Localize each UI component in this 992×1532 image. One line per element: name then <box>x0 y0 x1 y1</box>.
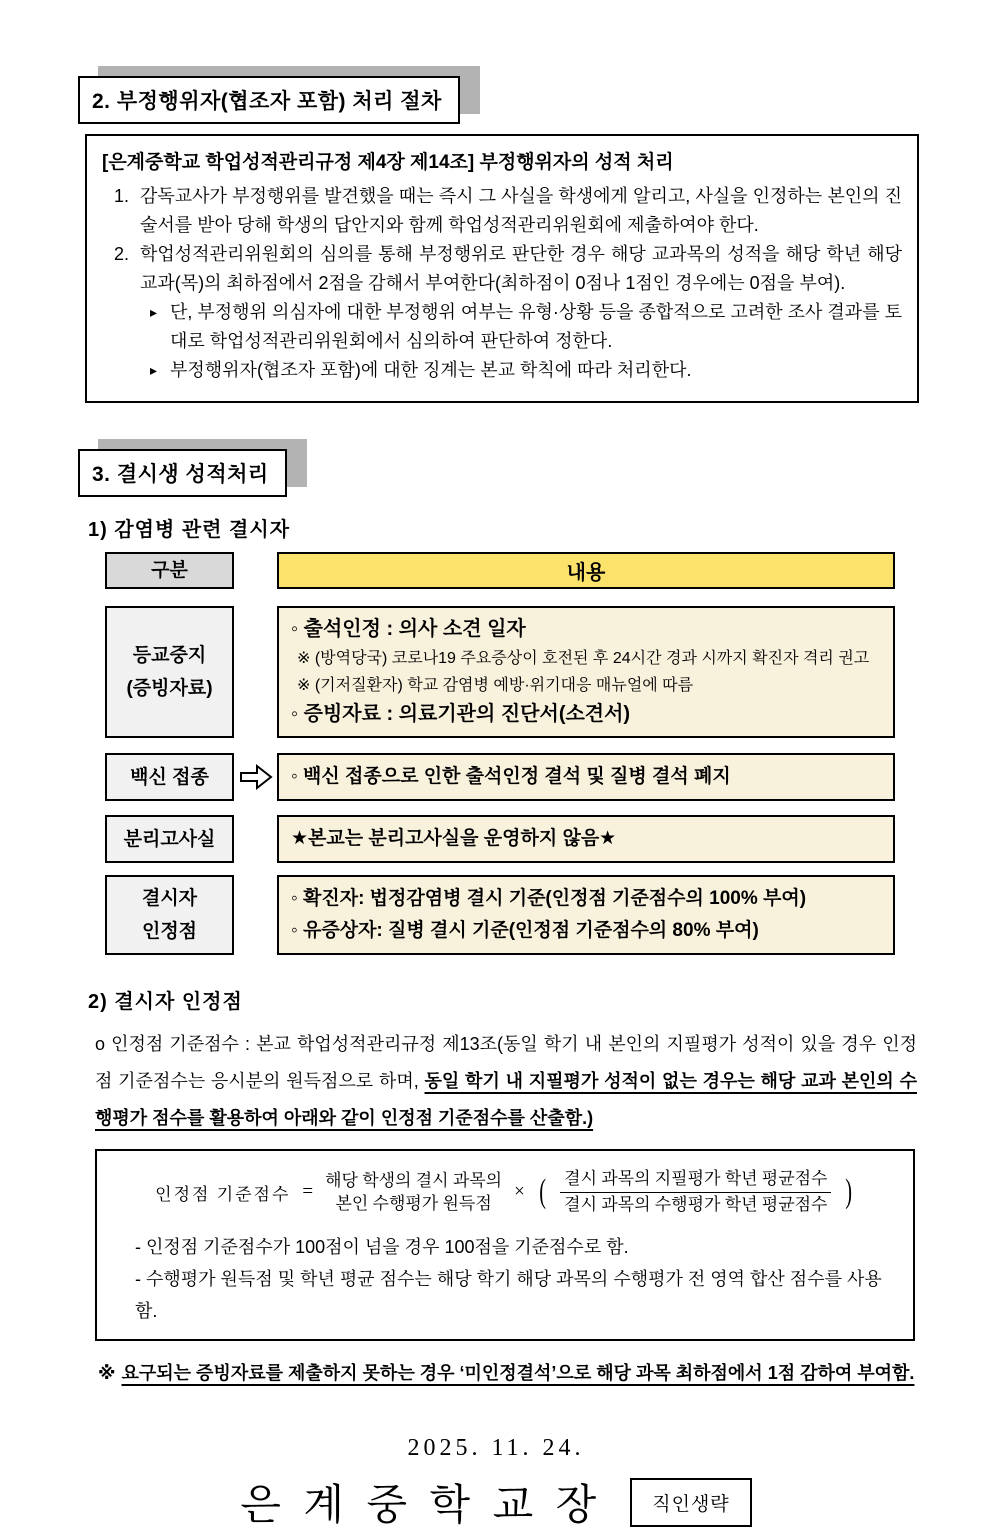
category-line: 등교중지 <box>132 645 207 666</box>
signature-row <box>0 1472 992 1532</box>
regulation-item-2 <box>102 240 902 298</box>
regulation-heading: [은계중학교 학업성적관리규정 제4장 제14조] 부정행위자의 성적 처리 <box>102 152 674 173</box>
recognition-score-formula <box>109 1167 901 1217</box>
formula-factor <box>325 1169 502 1215</box>
infection-absence-table <box>105 552 895 955</box>
category-line: 인정점 <box>141 921 198 942</box>
content-cell <box>277 606 895 738</box>
subsection-2-title: 2) 결시자 인정점 <box>88 991 243 1013</box>
column-gap <box>234 552 277 589</box>
column-gap <box>234 606 277 738</box>
content-line: ※ (방역당국) 코로나19 주요증상이 호전된 후 24시간 경과 시까지 확진자 격리 권고 <box>297 650 870 667</box>
subitem-text: 부정행위자(협조자 포함)에 대한 징계는 본교 학칙에 따라 처리한다. <box>170 360 692 380</box>
table-row-suspension <box>105 606 895 738</box>
document-page <box>0 76 992 1529</box>
document-date: 2025. 11. 24. <box>407 1435 585 1461</box>
content-line: ※ (기저질환자) 학교 감염병 예방·위기대응 매뉴얼에 따름 <box>297 677 694 694</box>
formula-note-1: - 인정점 기준점수가 100점이 넘을 경우 100점을 기준점수로 함. <box>135 1237 629 1257</box>
item-number: 1. <box>114 186 130 206</box>
final-note-text: 요구되는 증빙자료를 제출하지 못하는 경우 ‘미인정결석’으로 해당 과목 최하점에서 1점 감하여 부여함. <box>121 1363 915 1383</box>
triangle-bullet-icon: ▸ <box>150 304 158 320</box>
content-line: ◦ 유증상자: 질병 결시 기준(인정점 기준점수의 80% 부여) <box>291 920 759 941</box>
content-cell <box>277 753 895 801</box>
content-cell <box>277 875 895 955</box>
regulation-subitem-2 <box>102 356 902 385</box>
reference-mark: ※ <box>98 1363 116 1383</box>
category-line: (증빙자료) <box>126 678 213 699</box>
fraction-denominator: 결시 과목의 수행평가 학년 평균점수 <box>564 1195 828 1214</box>
section-cheating <box>78 76 992 124</box>
open-paren: ( <box>539 1173 546 1210</box>
category-cell: 분리고사실 <box>105 815 234 863</box>
column-gap <box>234 815 277 863</box>
header-content-cell: 내용 <box>277 552 895 589</box>
table-row-recognition <box>105 875 895 955</box>
category-cell <box>105 606 234 738</box>
principal-name: 은 계 중 학 교 장 <box>240 1483 603 1529</box>
factor-line: 본인 수행평가 원득점 <box>335 1194 492 1213</box>
table-header-row <box>105 552 895 589</box>
section-absentee-title: 3. 결시생 성적처리 <box>78 449 287 497</box>
factor-line: 해당 학생의 결시 과목의 <box>325 1171 503 1190</box>
seal-omitted-box: 직인생략 <box>630 1478 751 1527</box>
item-number: 2. <box>114 244 130 264</box>
triangle-bullet-icon: ▸ <box>150 362 158 378</box>
fraction-numerator: 결시 과목의 지필평가 학년 평균점수 <box>560 1167 831 1193</box>
equals-sign: = <box>302 1181 314 1202</box>
regulation-subitem-1 <box>102 298 902 356</box>
regulation-box <box>85 134 919 403</box>
column-gap <box>234 753 277 801</box>
table-row-vaccine <box>105 753 895 801</box>
table-row-separate-room <box>105 815 895 863</box>
formula-fraction <box>560 1167 831 1217</box>
paragraph-normal-text: o 인정점 기준점수 : 본교 학업성적관리규정 제13조(동일 학기 내 본인의 지필평가 성적이 있을 경우 인정점 기준점수는 응시분의 원득점으로 하며, <box>95 1034 917 1091</box>
content-line: ◦ 확진자: 법정감염병 결시 기준(인정점 기준점수의 100% 부여) <box>291 888 807 909</box>
section-absentee-titlebox <box>78 449 287 497</box>
section-cheating-title: 2. 부정행위자(협조자 포함) 처리 절차 <box>78 76 460 124</box>
content-line: ◦ 증빙자료 : 의료기관의 진단서(소견서) <box>291 703 631 725</box>
content-line: ◦ 출석인정 : 의사 소견 일자 <box>291 618 526 640</box>
section-absentee <box>78 449 992 497</box>
right-arrow-icon <box>239 762 273 792</box>
recognition-paragraph <box>95 1026 917 1137</box>
section-cheating-titlebox <box>78 76 460 124</box>
final-note <box>98 1359 992 1385</box>
subsection-1-title: 1) 감염병 관련 결시자 <box>88 519 291 541</box>
formula-notes <box>135 1231 901 1327</box>
multiply-sign: × <box>514 1181 525 1202</box>
item-text: 감독교사가 부정행위를 발견했을 때는 즉시 그 사실을 학생에게 알리고, 사실을 인정하는 본인의 진술서를 받아 당해 학생의 답안지와 함께 학업성적관리위원회에 제출하여야 한다. <box>140 186 902 235</box>
formula-box <box>95 1149 915 1341</box>
item-text: 학업성적관리위원회의 심의를 통해 부정행위로 판단한 경우 해당 교과목의 성적을 해당 학년 해당 교과(목)의 최하점에서 2점을 감해서 부여한다(최하점이 0점나 1점인 경우에는 0점을 부여). <box>140 244 902 293</box>
category-line: 결시자 <box>141 888 198 909</box>
subitem-text: 단, 부정행위 의심자에 대한 부정행위 여부는 유형·상황 등을 종합적으로 고려한 조사 결과를 토대로 학업성적관리위원회에서 심의하여 판단하여 정한다. <box>170 302 902 351</box>
formula-lhs: 인정점 기준점수 <box>155 1184 291 1204</box>
header-category-cell: 구분 <box>105 552 234 589</box>
paragraph-emphasis-text: 동일 학기 내 지필평가 성적이 없는 경우는 해당 교과 본인의 수행평가 점수를 활용하여 아래와 같이 인정점 기준점수를 산출함.) <box>95 1071 917 1128</box>
formula-note-2: - 수행평가 원득점 및 학년 평균 점수는 해당 학기 해당 과목의 수행평가 전 영역 합산 점수를 사용함. <box>135 1269 882 1321</box>
close-paren: ) <box>845 1173 853 1210</box>
regulation-item-1 <box>102 182 902 240</box>
category-cell: 백신 접종 <box>105 753 234 801</box>
content-line: ◦ 백신 접종으로 인한 출석인정 결석 및 질병 결석 폐지 <box>291 766 731 787</box>
category-cell <box>105 875 234 955</box>
column-gap <box>234 875 277 955</box>
content-cell <box>277 815 895 863</box>
content-line: ★본교는 분리고사실을 운영하지 않음★ <box>291 828 617 849</box>
